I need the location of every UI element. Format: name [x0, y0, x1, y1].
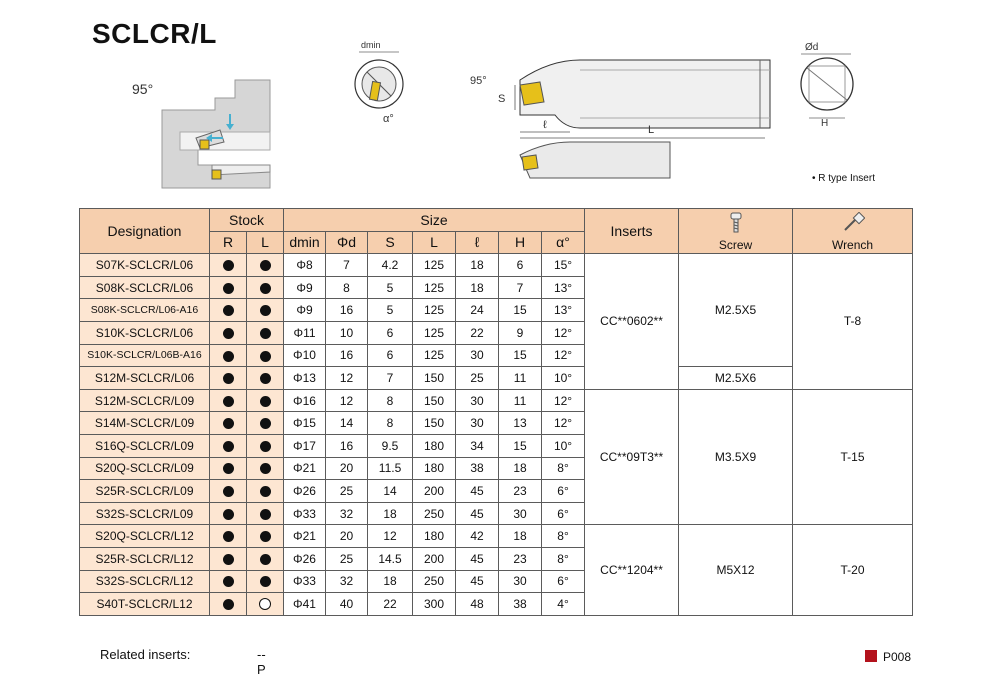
d-cell: 20: [326, 525, 368, 548]
stock-available-icon: [260, 283, 271, 294]
l-cell: 38: [456, 457, 499, 480]
h-cell: 7: [499, 276, 542, 299]
length-cell: 250: [413, 570, 456, 593]
alpha-cell: 12°: [542, 344, 585, 367]
screw-header: [679, 209, 793, 254]
h-cell: 11: [499, 367, 542, 390]
wrench-icon: [841, 212, 865, 234]
H-label: H: [821, 118, 829, 129]
designation-cell: S20Q-SCLCR/L09: [80, 457, 210, 480]
stock-available-icon: [260, 351, 271, 362]
spec-table: [79, 208, 913, 616]
stock-l-cell: [247, 434, 284, 457]
screw-cell-06b: M2.5X6: [679, 367, 793, 390]
designation-cell: S16Q-SCLCR/L09: [80, 434, 210, 457]
stock-available-icon: [260, 554, 271, 565]
stock-r-cell: [210, 389, 247, 412]
stock-l-cell: [247, 254, 284, 277]
stock-available-icon: [223, 373, 234, 384]
related-inserts-label: Related inserts:: [100, 647, 191, 662]
l-header: ℓ: [456, 231, 499, 254]
stock-l-cell: [247, 412, 284, 435]
h-cell: 23: [499, 547, 542, 570]
length-cell: 150: [413, 412, 456, 435]
designation-cell: S08K-SCLCR/L06-A16: [80, 299, 210, 322]
dmin-cell: Φ15: [284, 412, 326, 435]
l-cell: 42: [456, 525, 499, 548]
h-cell: 6: [499, 254, 542, 277]
designation-cell: S14M-SCLCR/L09: [80, 412, 210, 435]
screw-cell-06a: M2.5X5: [679, 254, 793, 367]
l-cell: 30: [456, 344, 499, 367]
s-cell: 18: [368, 570, 413, 593]
d-cell: 16: [326, 344, 368, 367]
length-cell: 150: [413, 367, 456, 390]
length-cell: 125: [413, 254, 456, 277]
alpha-cell: 12°: [542, 321, 585, 344]
stock-unavailable-icon: [259, 598, 271, 610]
designation-cell: S25R-SCLCR/L09: [80, 480, 210, 503]
h-cell: 9: [499, 321, 542, 344]
stock-r-header: R: [210, 231, 247, 254]
dmin-label: dmin: [361, 40, 381, 50]
insert-cell-09: CC**09T3**: [585, 389, 679, 525]
stock-l-cell: [247, 367, 284, 390]
l-cell: 25: [456, 367, 499, 390]
l-cell: 45: [456, 547, 499, 570]
s-cell: 14: [368, 480, 413, 503]
s-cell: 8: [368, 412, 413, 435]
stock-r-cell: [210, 480, 247, 503]
h-cell: 15: [499, 344, 542, 367]
designation-cell: S25R-SCLCR/L12: [80, 547, 210, 570]
od-header: Φd: [326, 231, 368, 254]
length-cell: 200: [413, 480, 456, 503]
s-cell: 5: [368, 299, 413, 322]
stock-available-icon: [223, 305, 234, 316]
dmin-cell: Φ21: [284, 525, 326, 548]
stock-l-header: L: [247, 231, 284, 254]
inserts-header: Inserts: [585, 209, 679, 254]
l-cell: 30: [456, 412, 499, 435]
s-cell: 5: [368, 276, 413, 299]
l-cell: 48: [456, 593, 499, 616]
dmin-cell: Φ10: [284, 344, 326, 367]
s-label: S: [498, 93, 506, 105]
s-cell: 4.2: [368, 254, 413, 277]
stock-r-cell: [210, 344, 247, 367]
screw-cell-09: M3.5X9: [679, 389, 793, 525]
stock-l-cell: [247, 547, 284, 570]
alpha-cell: 6°: [542, 570, 585, 593]
stock-l-cell: [247, 389, 284, 412]
related-inserts: [100, 647, 266, 677]
alpha-cell: 10°: [542, 367, 585, 390]
stock-r-cell: [210, 502, 247, 525]
h-cell: 13: [499, 412, 542, 435]
table-row: [80, 367, 913, 390]
stock-available-icon: [260, 463, 271, 474]
stock-available-icon: [223, 283, 234, 294]
stock-r-cell: [210, 547, 247, 570]
insert-type-note: • R type Insert: [812, 173, 875, 184]
table-row: [80, 389, 913, 412]
d-cell: 25: [326, 547, 368, 570]
l-cell: 18: [456, 254, 499, 277]
d-cell: 20: [326, 457, 368, 480]
designation-cell: S12M-SCLCR/L09: [80, 389, 210, 412]
stock-header: Stock: [210, 209, 284, 232]
page-title: SCLCR/L: [92, 18, 217, 49]
stock-r-cell: [210, 593, 247, 616]
l-cell: 24: [456, 299, 499, 322]
stock-available-icon: [223, 260, 234, 271]
dmin-cell: Φ9: [284, 299, 326, 322]
designation-cell: S40T-SCLCR/L12: [80, 593, 210, 616]
stock-l-cell: [247, 480, 284, 503]
dmin-cell: Φ8: [284, 254, 326, 277]
insert-cell-12: CC**1204**: [585, 525, 679, 615]
alpha-cell: 6°: [542, 502, 585, 525]
table-row: [80, 254, 913, 277]
dmin-cell: Φ33: [284, 502, 326, 525]
dmin-cell: Φ21: [284, 457, 326, 480]
alpha-cell: 8°: [542, 457, 585, 480]
dmin-cell: Φ9: [284, 276, 326, 299]
length-cell: 150: [413, 389, 456, 412]
l-cell: 18: [456, 276, 499, 299]
designation-cell: S12M-SCLCR/L06: [80, 367, 210, 390]
dmin-cell: Φ17: [284, 434, 326, 457]
stock-l-cell: [247, 276, 284, 299]
d-cell: 12: [326, 389, 368, 412]
s-cell: 11.5: [368, 457, 413, 480]
alpha-label: α°: [383, 113, 394, 125]
insert-cell-06: CC**0602**: [585, 254, 679, 390]
length-cell: 250: [413, 502, 456, 525]
d-cell: 25: [326, 480, 368, 503]
stock-available-icon: [223, 396, 234, 407]
wrench-header-label: Wrench: [831, 237, 874, 252]
stock-r-cell: [210, 367, 247, 390]
L-label: L: [648, 124, 655, 136]
alpha-cell: 12°: [542, 412, 585, 435]
d-cell: 40: [326, 593, 368, 616]
h-header: H: [499, 231, 542, 254]
dmin-cell: Φ33: [284, 570, 326, 593]
s-cell: 22: [368, 593, 413, 616]
stock-available-icon: [260, 396, 271, 407]
l-cell: 22: [456, 321, 499, 344]
stock-r-cell: [210, 299, 247, 322]
designation-cell: S20Q-SCLCR/L12: [80, 525, 210, 548]
stock-available-icon: [260, 576, 271, 587]
stock-available-icon: [260, 328, 271, 339]
tool-side-view: [470, 40, 780, 190]
stock-available-icon: [223, 509, 234, 520]
h-cell: 18: [499, 457, 542, 480]
length-cell: 180: [413, 525, 456, 548]
s-cell: 14.5: [368, 547, 413, 570]
stock-l-cell: [247, 299, 284, 322]
stock-available-icon: [223, 486, 234, 497]
s-cell: 6: [368, 321, 413, 344]
alpha-cell: 10°: [542, 434, 585, 457]
l-cell: 45: [456, 502, 499, 525]
stock-l-cell: [247, 502, 284, 525]
s-header: S: [368, 231, 413, 254]
stock-available-icon: [223, 576, 234, 587]
designation-cell: S07K-SCLCR/L06: [80, 254, 210, 277]
stock-l-cell: [247, 593, 284, 616]
stock-r-cell: [210, 254, 247, 277]
screw-cell-12: M5X12: [679, 525, 793, 615]
dmin-cell: Φ13: [284, 367, 326, 390]
s-cell: 9.5: [368, 434, 413, 457]
s-cell: 12: [368, 525, 413, 548]
stock-l-cell: [247, 321, 284, 344]
alpha-header: α°: [542, 231, 585, 254]
stock-available-icon: [260, 486, 271, 497]
alpha-cell: 4°: [542, 593, 585, 616]
length-header: L: [413, 231, 456, 254]
length-cell: 125: [413, 344, 456, 367]
stock-available-icon: [223, 554, 234, 565]
workpiece-drawing: [120, 70, 280, 190]
stock-available-icon: [260, 305, 271, 316]
alpha-cell: 15°: [542, 254, 585, 277]
h-cell: 30: [499, 570, 542, 593]
h-cell: 15: [499, 299, 542, 322]
stock-available-icon: [223, 328, 234, 339]
length-cell: 125: [413, 299, 456, 322]
l-cell: 45: [456, 480, 499, 503]
length-cell: 125: [413, 276, 456, 299]
stock-r-cell: [210, 457, 247, 480]
wrench-cell-06: T-8: [793, 254, 913, 390]
stock-l-cell: [247, 570, 284, 593]
stock-r-cell: [210, 412, 247, 435]
stock-available-icon: [260, 531, 271, 542]
length-cell: 125: [413, 321, 456, 344]
d-cell: 14: [326, 412, 368, 435]
s-cell: 18: [368, 502, 413, 525]
length-cell: 300: [413, 593, 456, 616]
designation-cell: S08K-SCLCR/L06: [80, 276, 210, 299]
size-header: Size: [284, 209, 585, 232]
page-number-label: P008: [883, 650, 912, 664]
l-small-label: ℓ: [543, 119, 547, 131]
h-cell: 23: [499, 480, 542, 503]
wrench-cell-12: T-20: [793, 525, 913, 615]
s-cell: 8: [368, 389, 413, 412]
dmin-cell: Φ16: [284, 389, 326, 412]
stock-available-icon: [223, 351, 234, 362]
alpha-cell: 13°: [542, 299, 585, 322]
dmin-cell: Φ11: [284, 321, 326, 344]
alpha-cell: 13°: [542, 276, 585, 299]
d-cell: 10: [326, 321, 368, 344]
stock-r-cell: [210, 570, 247, 593]
d-cell: 7: [326, 254, 368, 277]
l-cell: 45: [456, 570, 499, 593]
dmin-header: dmin: [284, 231, 326, 254]
s-cell: 7: [368, 367, 413, 390]
stock-available-icon: [223, 531, 234, 542]
stock-available-icon: [260, 418, 271, 429]
designation-header: Designation: [80, 209, 210, 254]
h-cell: 18: [499, 525, 542, 548]
stock-available-icon: [223, 418, 234, 429]
table-row: [80, 525, 913, 548]
designation-cell: S10K-SCLCR/L06B-A16: [80, 344, 210, 367]
wrench-header: [793, 209, 913, 254]
alpha-cell: 12°: [542, 389, 585, 412]
dmin-cell: Φ26: [284, 547, 326, 570]
dmin-cell: Φ26: [284, 480, 326, 503]
designation-cell: S32S-SCLCR/L09: [80, 502, 210, 525]
alpha-cell: 8°: [542, 547, 585, 570]
related-inserts-value: --P: [257, 647, 266, 677]
stock-r-cell: [210, 434, 247, 457]
dmin-cell: Φ41: [284, 593, 326, 616]
designation-cell: S32S-SCLCR/L12: [80, 570, 210, 593]
alpha-cell: 8°: [542, 525, 585, 548]
stock-l-cell: [247, 344, 284, 367]
stock-available-icon: [223, 599, 234, 610]
length-cell: 200: [413, 547, 456, 570]
main-angle-label: 95°: [470, 75, 487, 87]
stock-available-icon: [223, 441, 234, 452]
stock-r-cell: [210, 321, 247, 344]
page-marker-icon: [865, 650, 877, 662]
designation-cell: S10K-SCLCR/L06: [80, 321, 210, 344]
stock-available-icon: [260, 373, 271, 384]
wrench-cell-09: T-15: [793, 389, 913, 525]
length-cell: 180: [413, 457, 456, 480]
stock-r-cell: [210, 276, 247, 299]
angle-label-left: 95°: [132, 81, 154, 97]
l-cell: 34: [456, 434, 499, 457]
screw-icon: [729, 212, 743, 234]
h-cell: 38: [499, 593, 542, 616]
stock-available-icon: [260, 441, 271, 452]
d-cell: 32: [326, 570, 368, 593]
h-cell: 30: [499, 502, 542, 525]
s-cell: 6: [368, 344, 413, 367]
d-cell: 16: [326, 434, 368, 457]
d-cell: 8: [326, 276, 368, 299]
stock-l-cell: [247, 525, 284, 548]
end-view-drawing: [795, 38, 865, 133]
od-label: Ød: [805, 42, 819, 53]
length-cell: 180: [413, 434, 456, 457]
l-cell: 30: [456, 389, 499, 412]
screw-header-label: Screw: [718, 237, 753, 252]
d-cell: 16: [326, 299, 368, 322]
h-cell: 15: [499, 434, 542, 457]
stock-available-icon: [260, 260, 271, 271]
d-cell: 32: [326, 502, 368, 525]
stock-r-cell: [210, 525, 247, 548]
front-view-drawing: [345, 38, 415, 128]
stock-l-cell: [247, 457, 284, 480]
d-cell: 12: [326, 367, 368, 390]
h-cell: 11: [499, 389, 542, 412]
stock-available-icon: [223, 463, 234, 474]
stock-available-icon: [260, 509, 271, 520]
page-number: [865, 650, 911, 664]
alpha-cell: 6°: [542, 480, 585, 503]
